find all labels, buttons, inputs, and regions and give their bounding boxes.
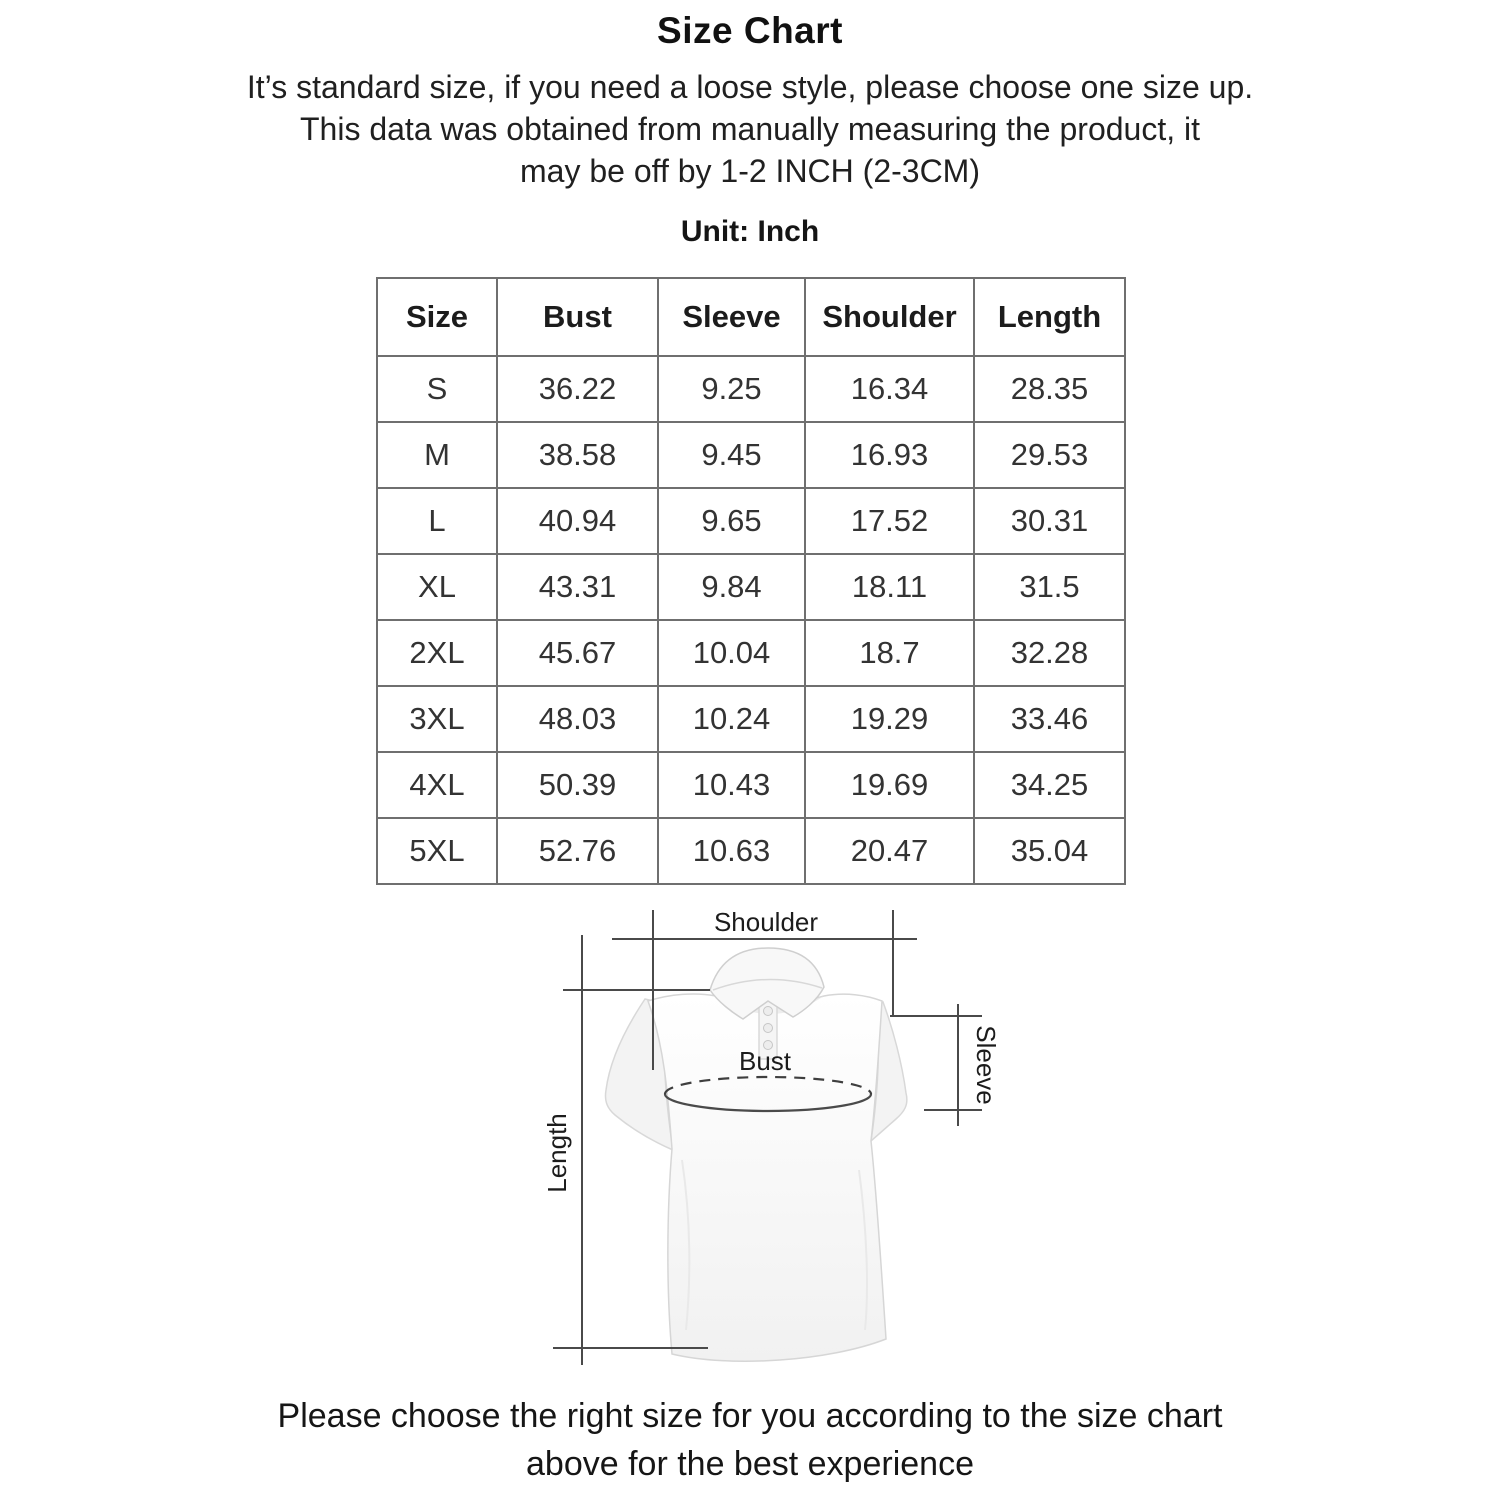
table-row [377,818,1125,884]
table-cell: 17.52 [805,488,974,554]
table-cell: 50.39 [497,752,658,818]
table-cell: 9.25 [658,356,805,422]
table-row [377,488,1125,554]
shoulder-label: Shoulder [713,907,819,937]
table-cell: 33.46 [974,686,1125,752]
table-cell: 34.25 [974,752,1125,818]
table-cell: 40.94 [497,488,658,554]
table-row [377,620,1125,686]
table-cell: 48.03 [497,686,658,752]
table-cell: 32.28 [974,620,1125,686]
table-cell: 52.76 [497,818,658,884]
table-cell: M [377,422,497,488]
length-label: Length [542,1113,572,1193]
table-row [377,554,1125,620]
table-row [377,752,1125,818]
table-cell: 4XL [377,752,497,818]
table-cell: 30.31 [974,488,1125,554]
size-table [376,277,1126,885]
table-cell: 29.53 [974,422,1125,488]
description-line: It’s standard size, if you need a loose style, please choose one size up. [246,69,1254,105]
shirt-measurement-diagram [530,898,1030,1380]
table-row [377,422,1125,488]
table-cell: 36.22 [497,356,658,422]
table-row [377,356,1125,422]
footer-line: Please choose the right size for you according to the size chart [277,1397,1223,1435]
table-cell: 9.65 [658,488,805,554]
table-cell: 9.45 [658,422,805,488]
page-title: Size Chart [657,10,843,51]
sleeve-label: Sleeve [971,1025,1001,1105]
table-cell: XL [377,554,497,620]
table-cell: 43.31 [497,554,658,620]
table-cell: 20.47 [805,818,974,884]
table-cell: 31.5 [974,554,1125,620]
table-cell: 10.43 [658,752,805,818]
col-header-sleeve: Sleeve [658,278,805,356]
table-cell: 16.93 [805,422,974,488]
footer-line: above for the best experience [526,1445,974,1483]
table-cell: 19.69 [805,752,974,818]
table-header-row [377,278,1125,356]
table-cell: 19.29 [805,686,974,752]
col-header-length: Length [974,278,1125,356]
bust-label: Bust [738,1046,792,1076]
col-header-bust: Bust [497,278,658,356]
table-cell: 45.67 [497,620,658,686]
description-line: This data was obtained from manually measuring the product, it [299,111,1200,147]
size-table-wrapper [376,277,1126,885]
table-cell: S [377,356,497,422]
description [0,66,1500,192]
table-cell: 38.58 [497,422,658,488]
table-cell: 3XL [377,686,497,752]
shirt-button [764,1007,773,1016]
table-cell: 9.84 [658,554,805,620]
table-cell: 10.24 [658,686,805,752]
col-header-size: Size [377,278,497,356]
table-cell: 18.11 [805,554,974,620]
col-header-shoulder: Shoulder [805,278,974,356]
footer-note [0,1392,1500,1488]
table-cell: 35.04 [974,818,1125,884]
shirt-button [764,1024,773,1033]
description-line: may be off by 1-2 INCH (2-3CM) [520,153,980,189]
table-cell: 28.35 [974,356,1125,422]
table-cell: 10.04 [658,620,805,686]
unit-label: Unit: Inch [680,215,820,248]
table-cell: 16.34 [805,356,974,422]
table-cell: 10.63 [658,818,805,884]
table-cell: 5XL [377,818,497,884]
table-row [377,686,1125,752]
table-cell: L [377,488,497,554]
table-cell: 2XL [377,620,497,686]
table-cell: 18.7 [805,620,974,686]
